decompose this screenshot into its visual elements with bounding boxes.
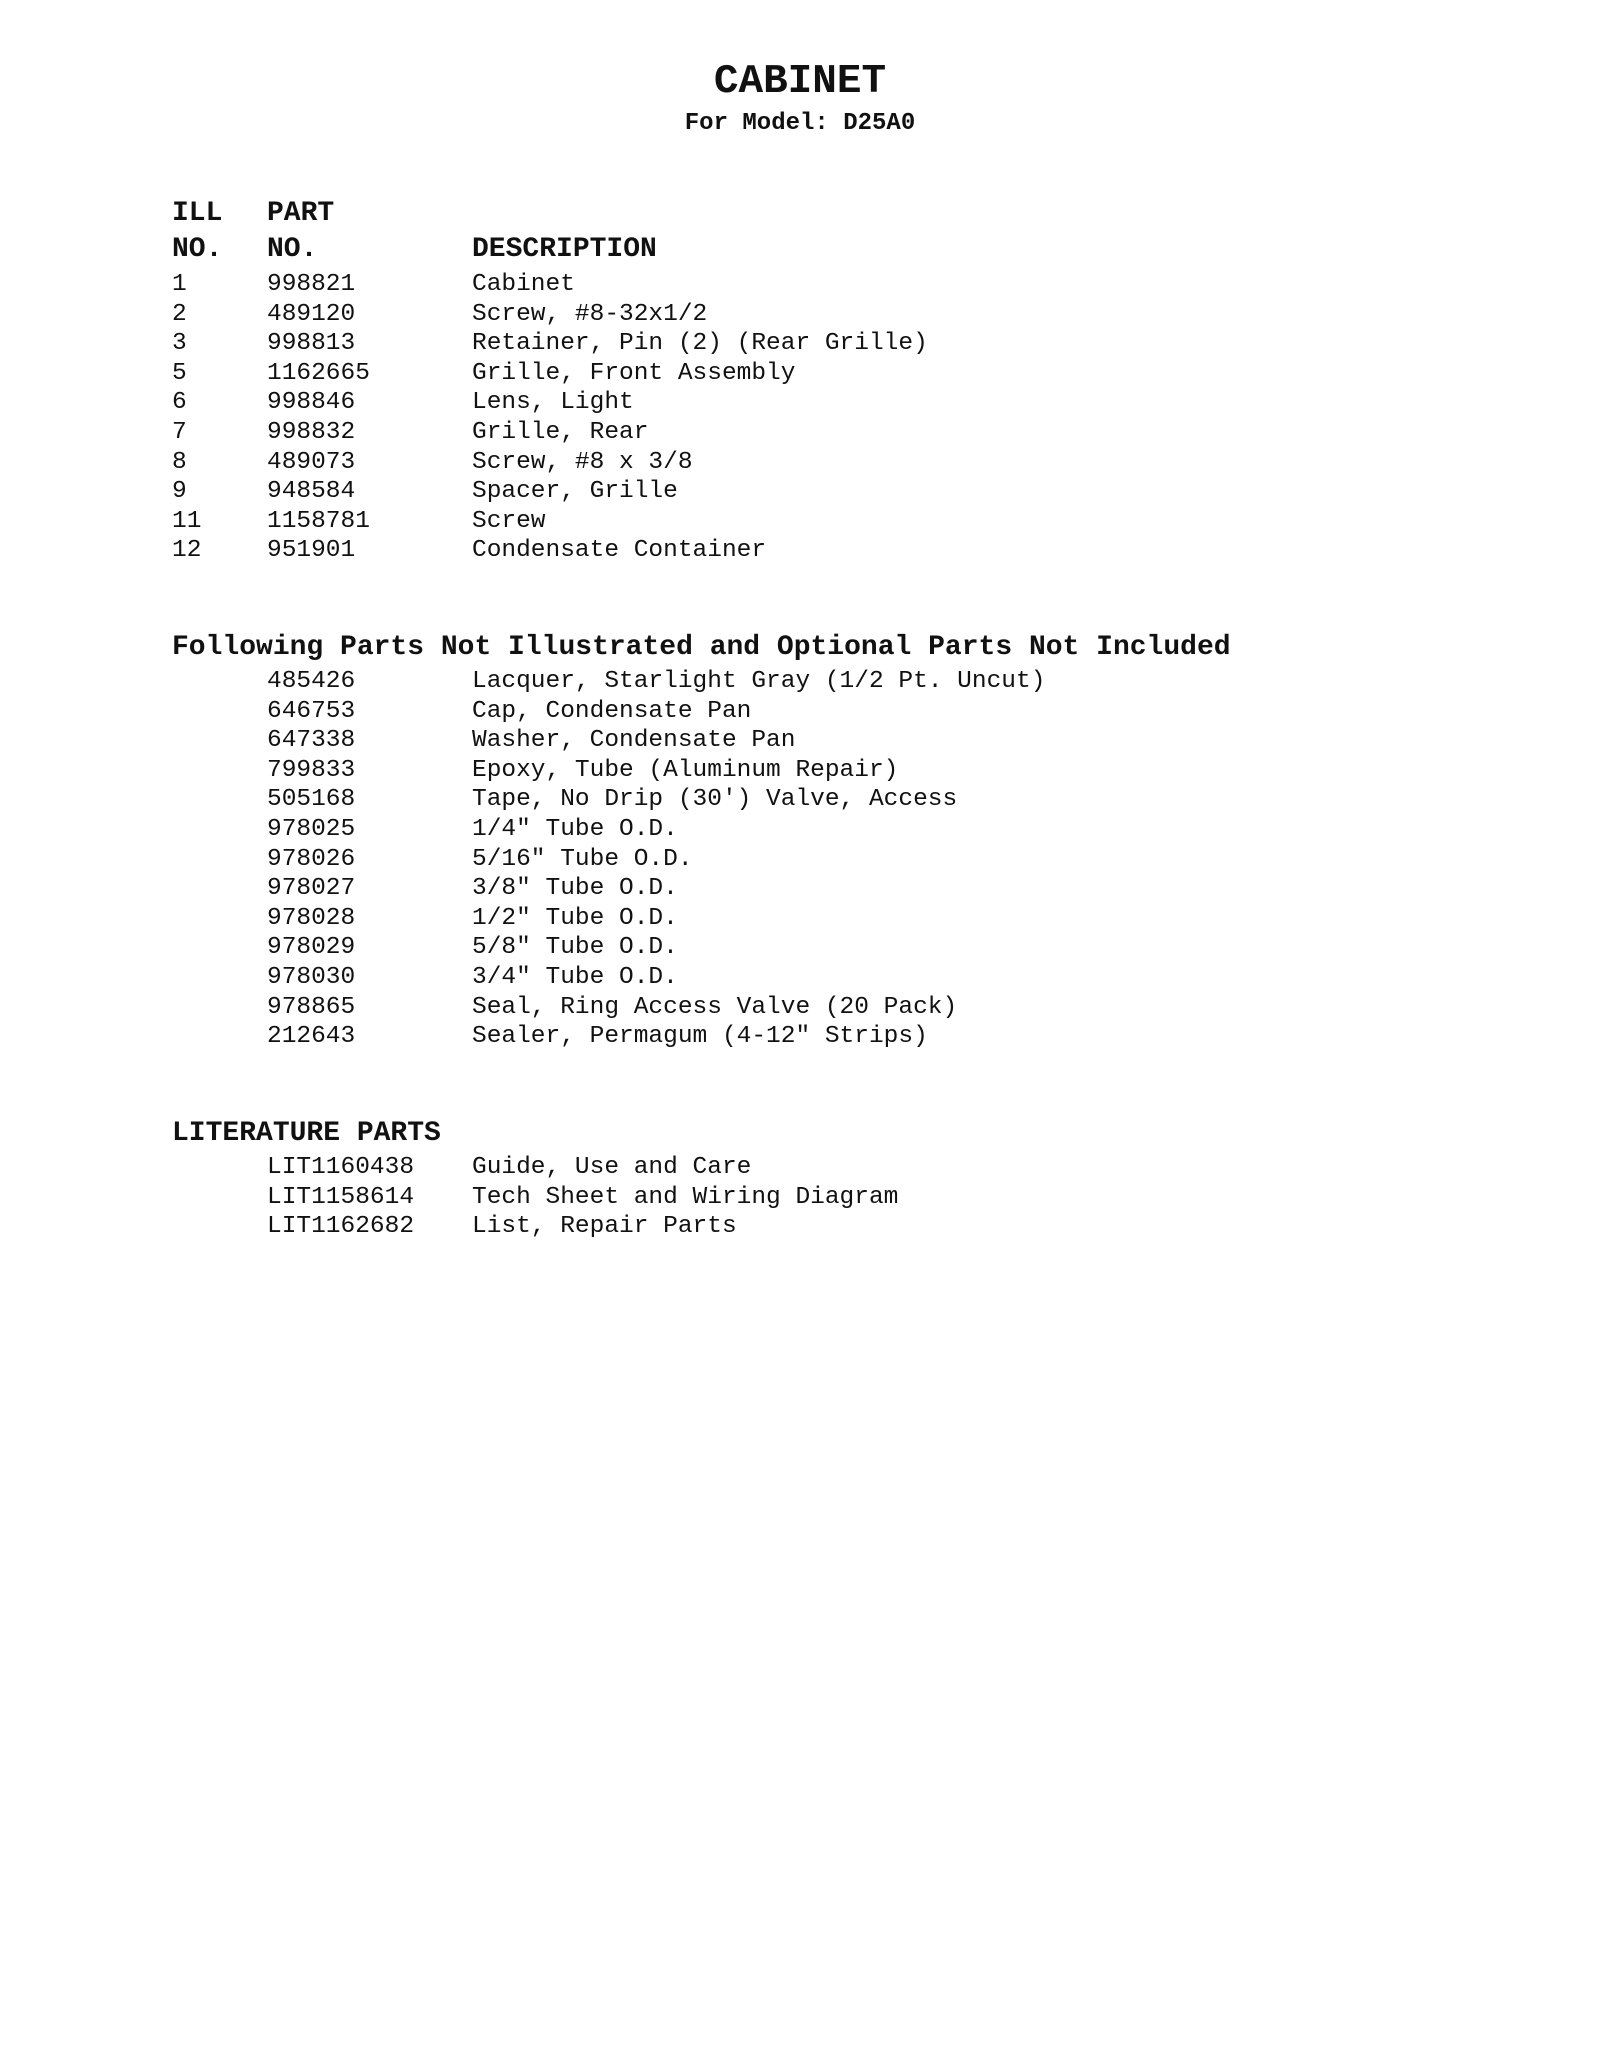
part-description: Sealer, Permagum (4-12" Strips) (472, 1023, 928, 1051)
ill-number: 1 (172, 271, 187, 298)
part-header-line1: PART (267, 198, 335, 229)
part-description: Cap, Condensate Pan (472, 697, 752, 725)
part-number: 489120 (267, 300, 356, 328)
parts-row (172, 300, 1472, 330)
part-number: 978028 (267, 904, 356, 932)
part-number: LIT1158614 (267, 1183, 415, 1211)
part-number: 978865 (267, 993, 356, 1021)
parts-row (172, 418, 1472, 448)
parts-row (172, 933, 1472, 963)
ill-number: 7 (172, 418, 187, 446)
part-description: Grille, Front Assembly (472, 359, 796, 387)
parts-row (172, 667, 1472, 697)
literature-parts-heading: LITERATURE PARTS (172, 1118, 441, 1149)
part-description: Tape, No Drip (30') Valve, Access (472, 786, 958, 814)
part-description: List, Repair Parts (472, 1213, 737, 1241)
ill-number: 6 (172, 389, 187, 417)
parts-row (172, 815, 1472, 845)
parts-row (172, 785, 1472, 815)
part-description: 3/4" Tube O.D. (472, 963, 678, 991)
parts-row (172, 845, 1472, 875)
part-number: 998846 (267, 389, 356, 417)
ill-header-line2: NO. (172, 234, 223, 265)
part-number: 1158781 (267, 507, 370, 535)
part-number: 998832 (267, 418, 356, 446)
part-number: 978027 (267, 875, 356, 903)
part-number: 647338 (267, 727, 356, 755)
part-number: 948584 (267, 478, 356, 506)
parts-row (172, 388, 1472, 418)
parts-row (172, 1212, 1472, 1242)
ill-number: 5 (172, 359, 187, 387)
part-description: Cabinet (472, 271, 575, 298)
parts-row (172, 448, 1472, 478)
description-header: DESCRIPTION (472, 234, 657, 265)
part-number: 489073 (267, 448, 356, 476)
part-description: Retainer, Pin (2) (Rear Grille) (472, 330, 928, 358)
part-number: 505168 (267, 786, 356, 814)
part-description: 5/16" Tube O.D. (472, 845, 693, 873)
part-description: 1/4" Tube O.D. (472, 815, 678, 843)
parts-row (172, 359, 1472, 389)
literature-parts-list (172, 1153, 1472, 1242)
part-number: 978025 (267, 815, 356, 843)
part-description: 5/8" Tube O.D. (472, 934, 678, 962)
ill-number: 8 (172, 448, 187, 476)
part-description: 3/8" Tube O.D. (472, 875, 678, 903)
part-number: 799833 (267, 756, 356, 784)
optional-parts-list (172, 667, 1472, 1052)
part-description: Guide, Use and Care (472, 1154, 752, 1181)
parts-row (172, 270, 1472, 300)
part-number: 978029 (267, 934, 356, 962)
parts-row (172, 874, 1472, 904)
parts-row (172, 329, 1472, 359)
part-description: Lacquer, Starlight Gray (1/2 Pt. Uncut) (472, 668, 1046, 695)
parts-row (172, 507, 1472, 537)
parts-row (172, 993, 1472, 1023)
part-description: Grille, Rear (472, 418, 649, 446)
ill-header-line1: ILL (172, 198, 223, 229)
part-number: 951901 (267, 537, 356, 565)
parts-row (172, 477, 1472, 507)
part-description: Screw (472, 507, 546, 535)
part-number: 212643 (267, 1023, 356, 1051)
part-number: 998821 (267, 271, 356, 298)
page-title: CABINET (713, 59, 887, 105)
parts-row (172, 1183, 1472, 1213)
parts-row (172, 536, 1472, 566)
ill-number: 11 (172, 507, 202, 535)
part-number: 998813 (267, 330, 356, 358)
part-description: Seal, Ring Access Valve (20 Pack) (472, 993, 958, 1021)
part-number: LIT1160438 (267, 1154, 415, 1181)
part-description: Washer, Condensate Pan (472, 727, 796, 755)
part-description: Screw, #8-32x1/2 (472, 300, 708, 328)
part-number: 646753 (267, 697, 356, 725)
part-header-line2: NO. (267, 234, 318, 265)
parts-row (172, 726, 1472, 756)
part-description: Epoxy, Tube (Aluminum Repair) (472, 756, 899, 784)
part-number: LIT1162682 (267, 1213, 415, 1241)
part-description: Spacer, Grille (472, 478, 678, 506)
part-description: Lens, Light (472, 389, 634, 417)
part-description: 1/2" Tube O.D. (472, 904, 678, 932)
parts-row (172, 904, 1472, 934)
parts-row (172, 1022, 1472, 1052)
parts-row (172, 756, 1472, 786)
optional-parts-heading: Following Parts Not Illustrated and Optional Parts Not Included (172, 632, 1231, 663)
ill-number: 2 (172, 300, 187, 328)
part-number: 485426 (267, 668, 356, 695)
parts-row (172, 1153, 1472, 1183)
part-description: Screw, #8 x 3/8 (472, 448, 693, 476)
part-number: 978030 (267, 963, 356, 991)
parts-row (172, 697, 1472, 727)
ill-number: 12 (172, 537, 202, 565)
model-subtitle: For Model: D25A0 (684, 110, 916, 137)
part-number: 1162665 (267, 359, 370, 387)
part-description: Tech Sheet and Wiring Diagram (472, 1183, 899, 1211)
part-description: Condensate Container (472, 537, 767, 565)
parts-row (172, 963, 1472, 993)
parts-list (172, 270, 1472, 566)
ill-number: 3 (172, 330, 187, 358)
part-number: 978026 (267, 845, 356, 873)
ill-number: 9 (172, 478, 187, 506)
